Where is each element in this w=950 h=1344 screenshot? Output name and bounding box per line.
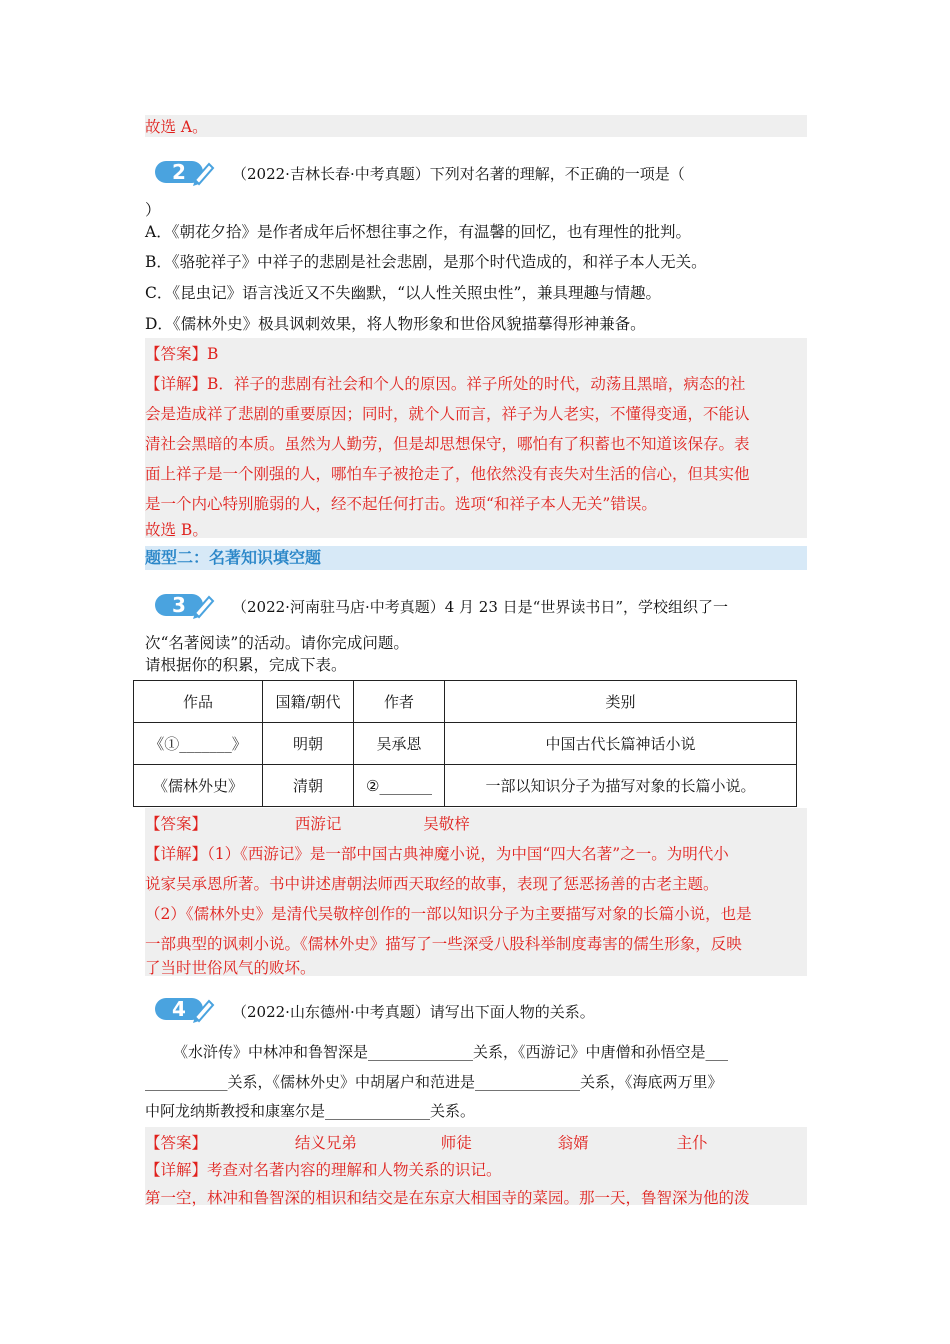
- table-header-cell: 类别: [445, 681, 797, 723]
- table-cell: ②_______: [354, 765, 445, 807]
- table-cell: 一部以知识分子为描写对象的长篇小说。: [445, 765, 797, 807]
- q3-detail-line: 【详解】（1）《西游记》是一部中国古典神魔小说，为中国“四大名著”之一。为明代小: [145, 845, 729, 863]
- q2-option-a: A．《朝花夕拾》是作者成年后怀想往事之作，有温馨的回忆，也有理性的批判。: [145, 223, 691, 241]
- q4-answer-4: 主仆: [676, 1134, 708, 1152]
- table-header-cell: 作者: [354, 681, 445, 723]
- q2-answer-block: [145, 338, 807, 538]
- section-title: 题型二：名著知识填空题: [145, 546, 807, 570]
- q4-body-line: 《水浒传》中林冲和鲁智深是______________关系，《西游记》中唐僧和孙悟空是___: [173, 1043, 729, 1061]
- table-header-row: [134, 681, 797, 723]
- q3-table: [133, 680, 797, 807]
- q2-detail-line: 是一个内心特别脆弱的人，经不起任何打击。选项“和祥子本人无关”错误。: [145, 495, 657, 513]
- q3-detail-line: 了当时世俗风气的败坏。: [145, 959, 316, 977]
- badge-number-3: 3: [172, 593, 186, 617]
- prev-conclusion-text: 故选 A。: [145, 118, 208, 136]
- q3-answer-line: [145, 812, 470, 834]
- q2-detail-line: 清社会黑暗的本质。虽然为人勤劳，但是却思想保守，哪怕有了积蓄也不知道该保存。表: [145, 435, 750, 453]
- table-row: [134, 765, 797, 807]
- q2-detail-line: 【详解】B．祥子的悲剧有社会和个人的原因。祥子所处的时代，动荡且黑暗，病态的社: [145, 375, 746, 393]
- question-number-badge-4: [155, 995, 215, 1023]
- q2-option-c: C．《昆虫记》语言浅近又不失幽默，“以人性关照虫性”，兼具理趣与情趣。: [145, 284, 661, 302]
- q3-heading-cont: 次“名著阅读”的活动。请你完成问题。: [145, 634, 409, 652]
- q2-conclusion: 故选 B。: [145, 521, 208, 539]
- table-cell: 吴承恩: [354, 723, 445, 765]
- q2-heading-cont: ）: [145, 201, 161, 219]
- table-row: [134, 723, 797, 765]
- table-header-cell: 国籍/朝代: [263, 681, 354, 723]
- q4-detail-line: 第一空，林冲和鲁智深的相识和结交是在东京大相国寺的菜园。那一天，鲁智深为他的泼: [145, 1189, 750, 1207]
- table-cell: 中国古代长篇神话小说: [445, 723, 797, 765]
- q2-detail-line: 面上祥子是一个刚强的人，哪怕车子被抢走了，他依然没有丧失对生活的信心，但其实他: [145, 465, 750, 483]
- q2-detail-line: 会是造成祥了悲剧的重要原因；同时，就个人而言，祥子为人老实，不懂得变通，不能认: [145, 405, 750, 423]
- badge-number-2: 2: [172, 160, 186, 184]
- q4-answer-label: 【答案】: [145, 1134, 208, 1152]
- table-cell: 清朝: [263, 765, 354, 807]
- q4-body-line: 中阿龙纳斯教授和康塞尔是______________关系。: [145, 1102, 476, 1120]
- q3-detail-line: 一部典型的讽刺小说。《儒林外史》描写了一些深受八股科举制度毒害的儒生形象，反映: [145, 935, 742, 953]
- q3-heading: （2022·河南驻马店·中考真题）4 月 23 日是“世界读书日”，学校组织了一: [232, 598, 728, 616]
- q2-answer: 【答案】B: [145, 345, 219, 363]
- q2-heading: （2022·吉林长春·中考真题）下列对名著的理解，不正确的一项是（: [232, 165, 685, 183]
- question-number-badge-3: [155, 591, 215, 619]
- prev-conclusion-block: [145, 115, 807, 137]
- q4-answer-1: 结义兄弟: [294, 1134, 357, 1152]
- q4-answer-2: 师徒: [440, 1134, 472, 1152]
- q4-body-line: ___________关系，《儒林外史》中胡屠户和范进是______________关系，《海底两万里》: [145, 1073, 723, 1091]
- q3-answer-2: 吴敬梓: [423, 815, 470, 833]
- question-number-badge-2: [155, 158, 215, 186]
- q4-detail-line: 【详解】考查对名著内容的理解和人物关系的识记。: [145, 1161, 502, 1179]
- table-cell: 明朝: [263, 723, 354, 765]
- q2-option-d: D．《儒林外史》极具讽刺效果，将人物形象和世俗风貌描摹得形神兼备。: [145, 315, 646, 333]
- q3-answer-label: 【答案】: [145, 815, 208, 833]
- table-cell: 《儒林外史》: [134, 765, 263, 807]
- q2-option-b: B．《骆驼祥子》中祥子的悲剧是社会悲剧，是那个时代造成的，和祥子本人无关。: [145, 253, 707, 271]
- table-cell: 《①_______》: [134, 723, 263, 765]
- q3-instruction: 请根据你的积累，完成下表。: [145, 656, 347, 674]
- badge-number-4: 4: [172, 997, 186, 1021]
- q4-answer-3: 翁婿: [557, 1134, 589, 1152]
- q4-answer-line: [145, 1131, 708, 1153]
- q3-detail-line: 说家吴承恩所著。书中讲述唐朝法师西天取经的故事，表现了惩恶扬善的古老主题。: [145, 875, 719, 893]
- q4-heading: （2022·山东德州·中考真题）请写出下面人物的关系。: [232, 1003, 595, 1021]
- table-header-cell: 作品: [134, 681, 263, 723]
- q3-detail-line: （2）《儒林外史》是清代吴敬梓创作的一部以知识分子为主要描写对象的长篇小说，也是: [145, 905, 752, 923]
- q4-answer-block: [145, 1127, 807, 1205]
- q3-answer-block: [145, 808, 807, 976]
- q3-answer-1: 西游记: [294, 815, 342, 833]
